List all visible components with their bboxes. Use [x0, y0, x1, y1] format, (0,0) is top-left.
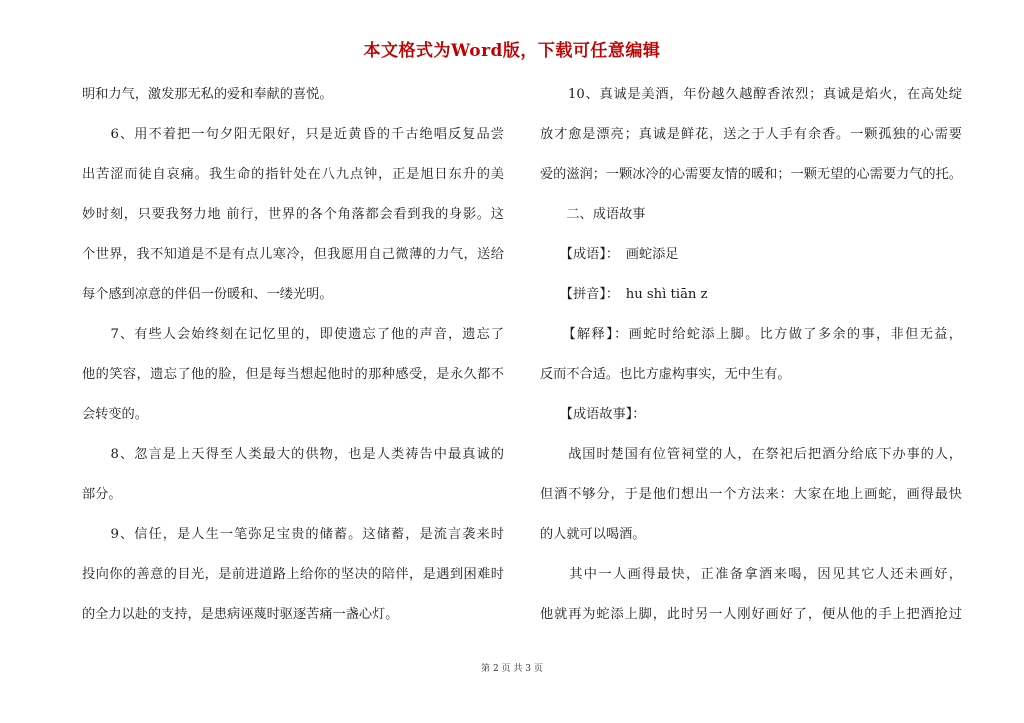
text-line: 8、忽言是上天得至人类最大的供物，也是人类祷告中最真诚的	[82, 447, 504, 462]
text-line: 战国时楚国有位管祠堂的人，在祭祀后把酒分给底下办事的人，	[540, 447, 962, 462]
explanation-line: 反而不合适。也比方虚构事实，无中生有。	[540, 367, 791, 382]
page-number-footer: 第 2 页 共 3 页	[481, 664, 543, 674]
text-line: 6、用不着把一句夕阳无限好，只是近黄昏的千古绝唱反复品尝	[82, 127, 504, 142]
text-line: 但酒不够分，于是他们想出一个方法来：大家在地上画蛇，画得最快	[540, 487, 962, 502]
text-line: 明和力气，激发那无私的爱和奉献的喜悦。	[82, 87, 333, 102]
text-line: 他就再为蛇添上脚，此时另一人刚好画好了，便从他的手上把酒抢过	[540, 607, 962, 622]
text-line: 部分。	[82, 487, 122, 502]
text-line: 放才愈是漂亮；真诚是鲜花，送之于人手有余香。一颗孤独的心需要	[540, 127, 962, 142]
text-line: 的全力以赴的支持，是患病诬蔑时驱逐苦痛一盏心灯。	[82, 607, 399, 622]
text-line: 个世界，我不知道是不是有点儿寒冷，但我愿用自己微薄的力气，送给	[82, 247, 504, 262]
document-banner: 本文格式为Word版，下载可任意编辑	[363, 41, 661, 61]
text-line: 妙时刻，只要我努力地 前行，世界的各个角落都会看到我的身影。这	[82, 207, 504, 222]
text-line: 10、真诚是美酒，年份越久越醇香浓烈；真诚是焰火，在高处绽	[540, 87, 962, 102]
text-line: 的人就可以喝酒。	[540, 527, 646, 542]
text-line: 出苦涩而徒自哀痛。我生命的指针处在八九点钟，正是旭日东升的美	[82, 167, 504, 182]
text-line: 9、信任，是人生一笔弥足宝贵的储蓄。这储蓄，是流言袭来时	[82, 527, 504, 542]
text-line: 爱的滋润；一颗冰冷的心需要友情的暖和；一颗无望的心需要力气的托。	[540, 167, 962, 182]
section-heading: 二、成语故事	[540, 207, 646, 222]
explanation-line: 【解释】：画蛇时给蛇添上脚。比方做了多余的事，非但无益，	[540, 327, 962, 342]
idiom-line: 【成语】： 画蛇添足	[540, 247, 679, 262]
text-line: 每个感到凉意的伴侣一份暖和、一缕光明。	[82, 287, 333, 302]
pinyin-line: 【拼音】： hu shì tiān z	[540, 287, 708, 302]
text-line: 投向你的善意的目光，是前进道路上给你的坚决的陪伴，是遇到困难时	[82, 567, 504, 582]
text-line: 7、有些人会始终刻在记忆里的，即使遗忘了他的声音，遗忘了	[82, 327, 504, 342]
text-line: 其中一人画得最快，正准备拿酒来喝，因见其它人还未画好，	[540, 567, 962, 582]
text-line: 他的笑容，遗忘了他的脸，但是每当想起他时的那种感受，是永久都不	[82, 367, 504, 382]
story-heading: 【成语故事】：	[540, 407, 646, 422]
text-line: 会转变的。	[82, 407, 148, 422]
